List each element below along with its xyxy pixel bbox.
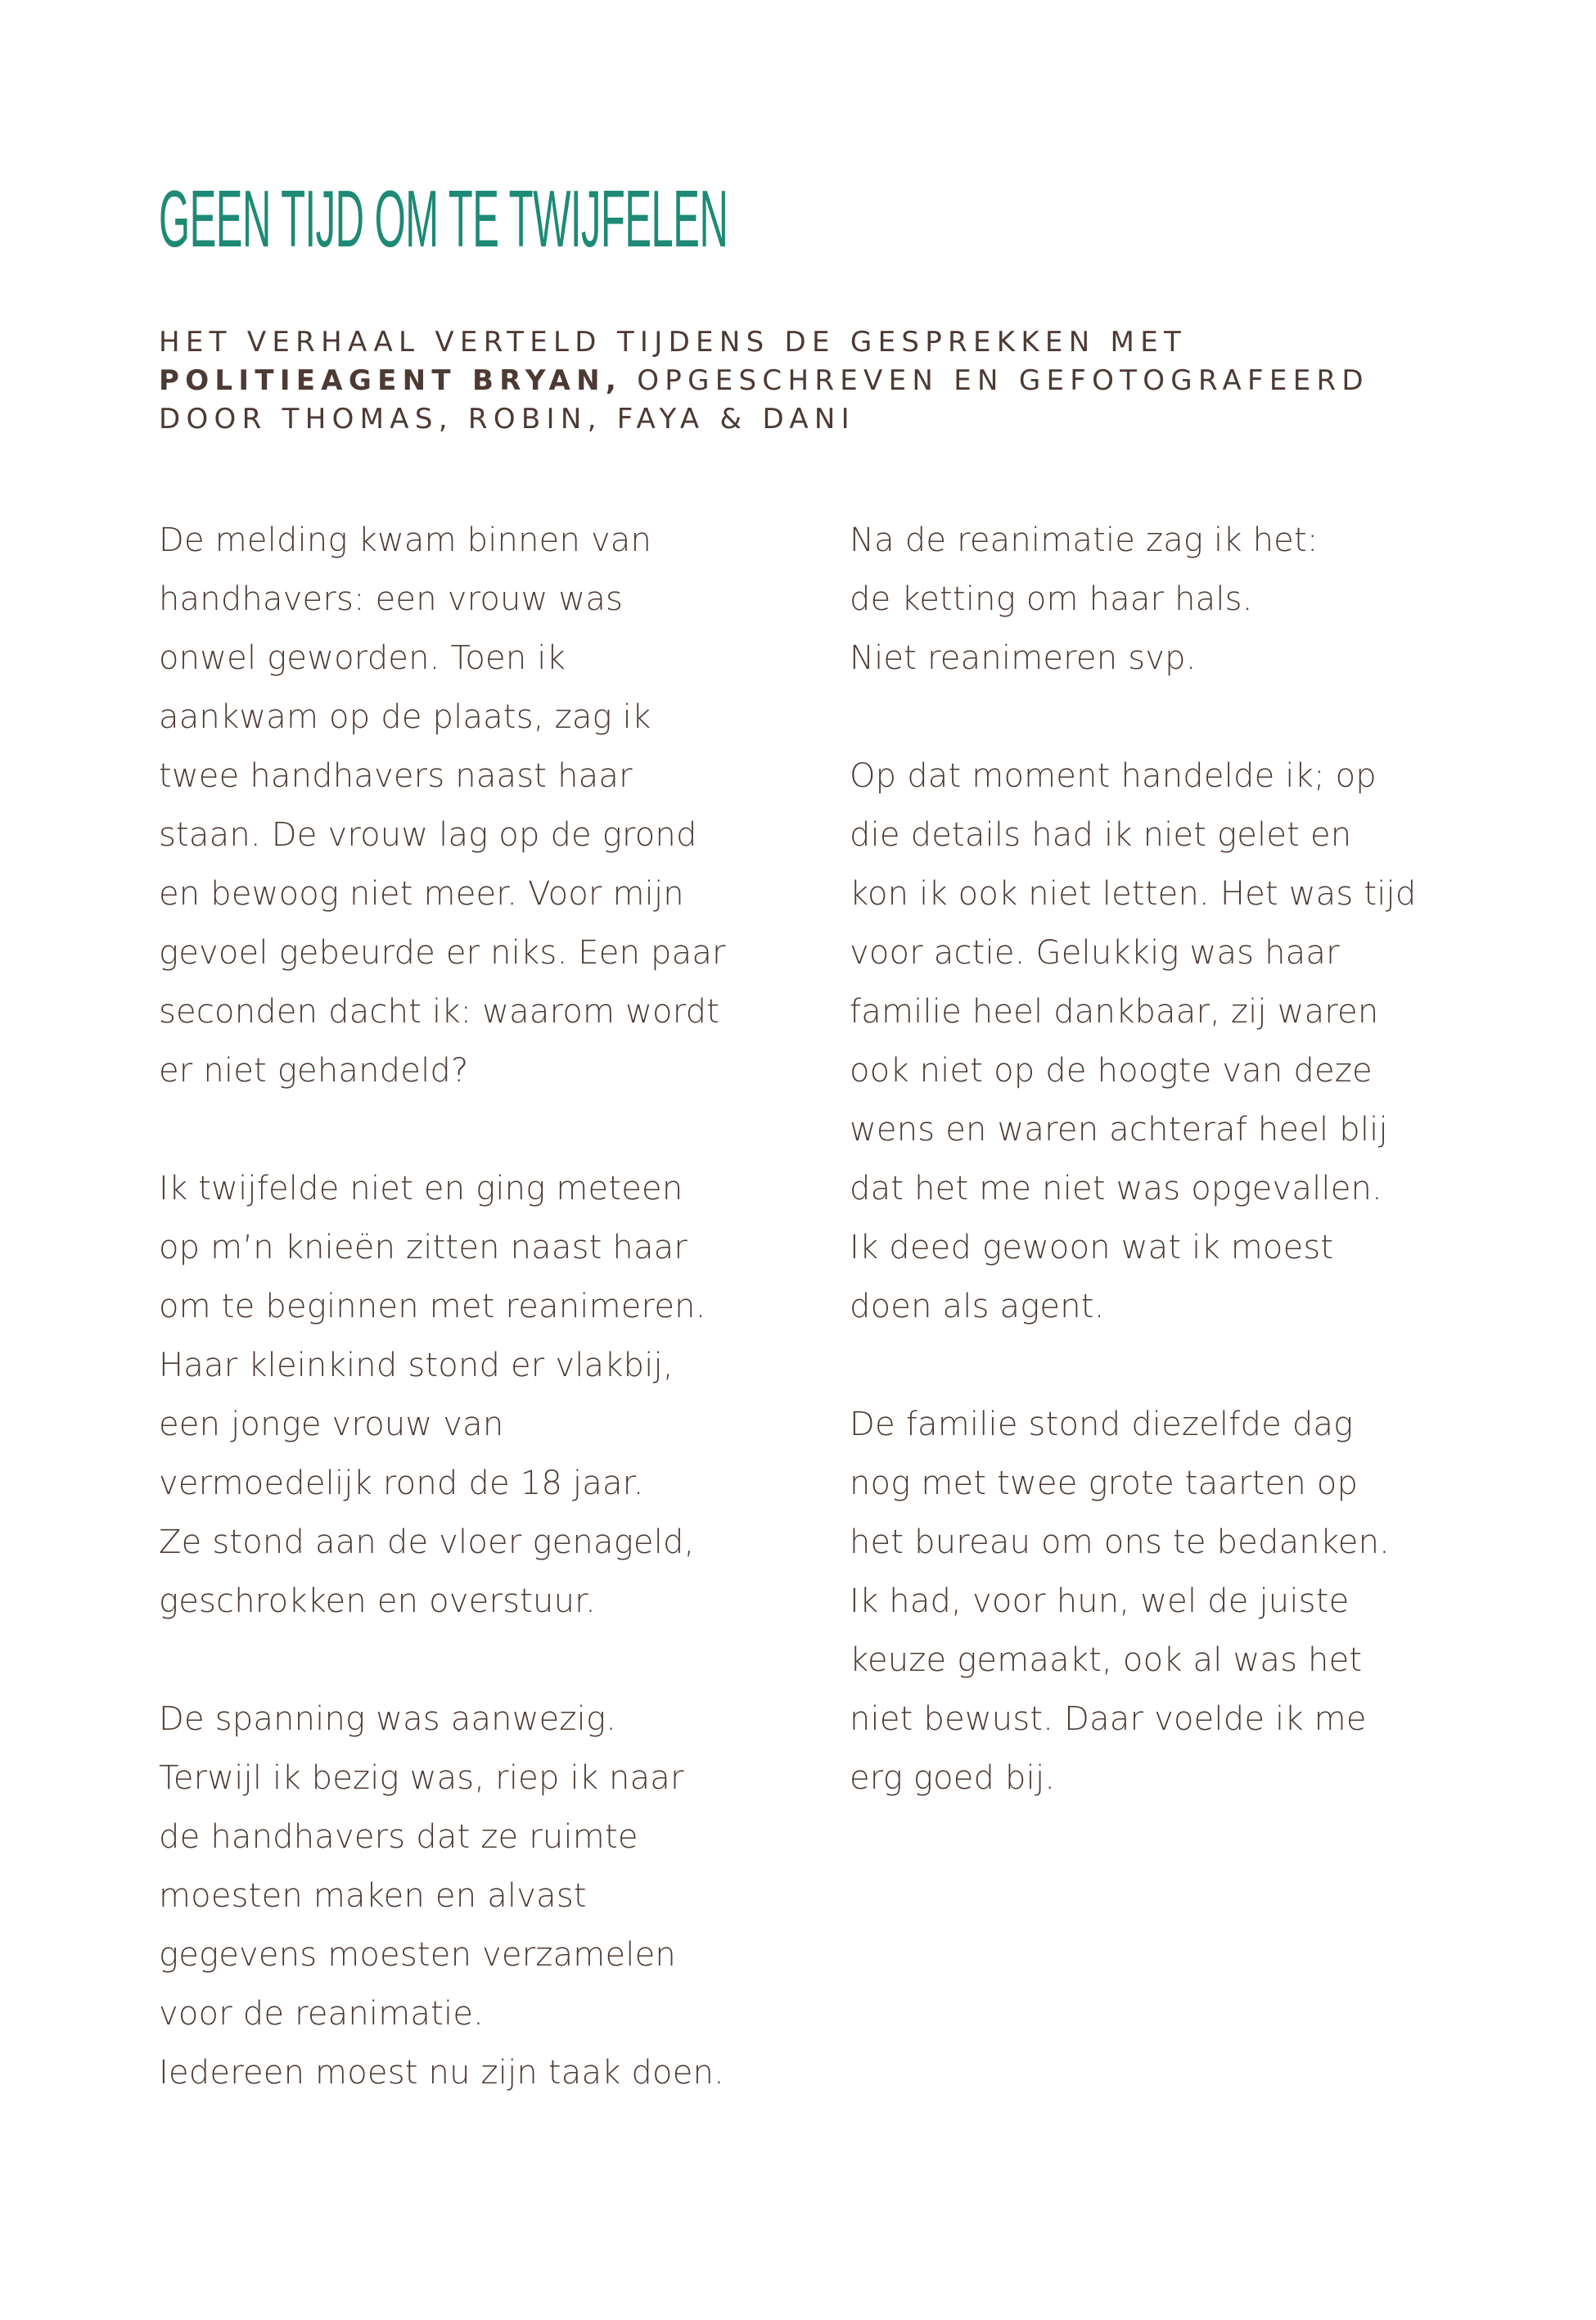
text-line: Ik twijfelde niet en ging meteen (159, 1170, 683, 1207)
text-line: geschrokken en overstuur. (159, 1582, 597, 1620)
text-line: seconden dacht ik: waarom wordt (159, 993, 720, 1031)
text-line: staan. De vrouw lag op de grond (159, 816, 697, 854)
text-line: niet bewust. Daar voelde ik me (850, 1700, 1367, 1738)
text-line: Na de reanimatie zag ik het: (850, 521, 1319, 559)
text-line: de ketting om haar hals. (850, 580, 1253, 618)
left-text-column (159, 511, 781, 2102)
text-line: en bewoog niet meer. Voor mijn (159, 875, 684, 913)
text-line: Haar kleinkind stond er vlakbij, (159, 1347, 674, 1384)
text-line: vermoedelijk rond de 18 jaar. (159, 1465, 644, 1502)
text-line: om te beginnen met reanimeren. (159, 1288, 706, 1325)
subtitle-line-1: HET VERHAAL VERTELD TIJDENS DE GESPREKKEN MET (159, 326, 1188, 359)
text-line: twee handhavers naast haar (159, 757, 633, 795)
subtitle-line-2 (159, 362, 1468, 400)
text-line: gegevens moesten verzamelen (159, 1936, 676, 1974)
page-title: GEEN TIJD OM TE TWIJFELEN (159, 174, 728, 264)
text-line: keuze gemaakt, ook al was het (850, 1641, 1363, 1679)
paragraph (159, 511, 781, 1100)
paragraph (159, 1690, 781, 2102)
text-line: ook niet op de hoogte van deze (850, 1052, 1373, 1090)
text-line: Op dat moment handelde ik; op (850, 757, 1377, 795)
text-line: handhavers: een vrouw was (159, 580, 624, 618)
text-line: een jonge vrouw van (159, 1406, 504, 1443)
text-line: Ze stond aan de vloer genageld, (159, 1523, 695, 1561)
text-line: onwel geworden. Toen ik (159, 639, 566, 677)
text-line: De melding kwam binnen van (159, 521, 652, 559)
paragraph (159, 1159, 781, 1631)
text-line: wens en waren achteraf heel blij (850, 1111, 1388, 1149)
right-text-column (850, 511, 1472, 1808)
subtitle-line-3: DOOR THOMAS, ROBIN, FAYA & DANI (159, 403, 855, 436)
text-line: doen als agent. (850, 1288, 1105, 1325)
text-line: Terwijl ik bezig was, riep ik naar (159, 1759, 684, 1797)
text-line: er niet gehandeld? (159, 1052, 469, 1090)
text-line: voor actie. Gelukkig was haar (850, 934, 1340, 972)
paragraph (850, 1395, 1472, 1808)
text-line: kon ik ook niet letten. Het was tijd (850, 875, 1417, 913)
paragraph (850, 511, 1472, 688)
subtitle-line-2-rest: OPGESCHREVEN EN GEFOTOGRAFEERD (622, 364, 1369, 397)
subtitle (159, 323, 1468, 439)
text-line: Niet reanimeren svp. (850, 639, 1197, 677)
text-line: nog met twee grote taarten op (850, 1465, 1359, 1502)
text-line: op m’n knieën zitten naast haar (159, 1229, 688, 1266)
text-line: de handhavers dat ze ruimte (159, 1818, 638, 1856)
text-line: dat het me niet was opgevallen. (850, 1170, 1382, 1207)
text-line: moesten maken en alvast (159, 1877, 587, 1915)
text-line: voor de reanimatie. (159, 1995, 485, 2033)
text-line: aankwam op de plaats, zag ik (159, 698, 651, 736)
text-line: familie heel dankbaar, zij waren (850, 993, 1379, 1031)
text-line: gevoel gebeurde er niks. Een paar (159, 934, 726, 972)
text-line: het bureau om ons te bedanken. (850, 1523, 1391, 1561)
paragraph (850, 747, 1472, 1336)
text-line: De spanning was aanwezig. (159, 1700, 617, 1738)
subtitle-author-name: POLITIEAGENT BRYAN, (159, 364, 623, 397)
text-line: De familie stond diezelfde dag (850, 1406, 1354, 1443)
text-line: Ik had, voor hun, wel de juiste (850, 1582, 1350, 1620)
text-line: erg goed bij. (850, 1759, 1056, 1797)
text-line: Iedereen moest nu zijn taak doen. (159, 2054, 724, 2092)
text-line: Ik deed gewoon wat ik moest (850, 1229, 1334, 1266)
text-line: die details had ik niet gelet en (850, 816, 1352, 854)
